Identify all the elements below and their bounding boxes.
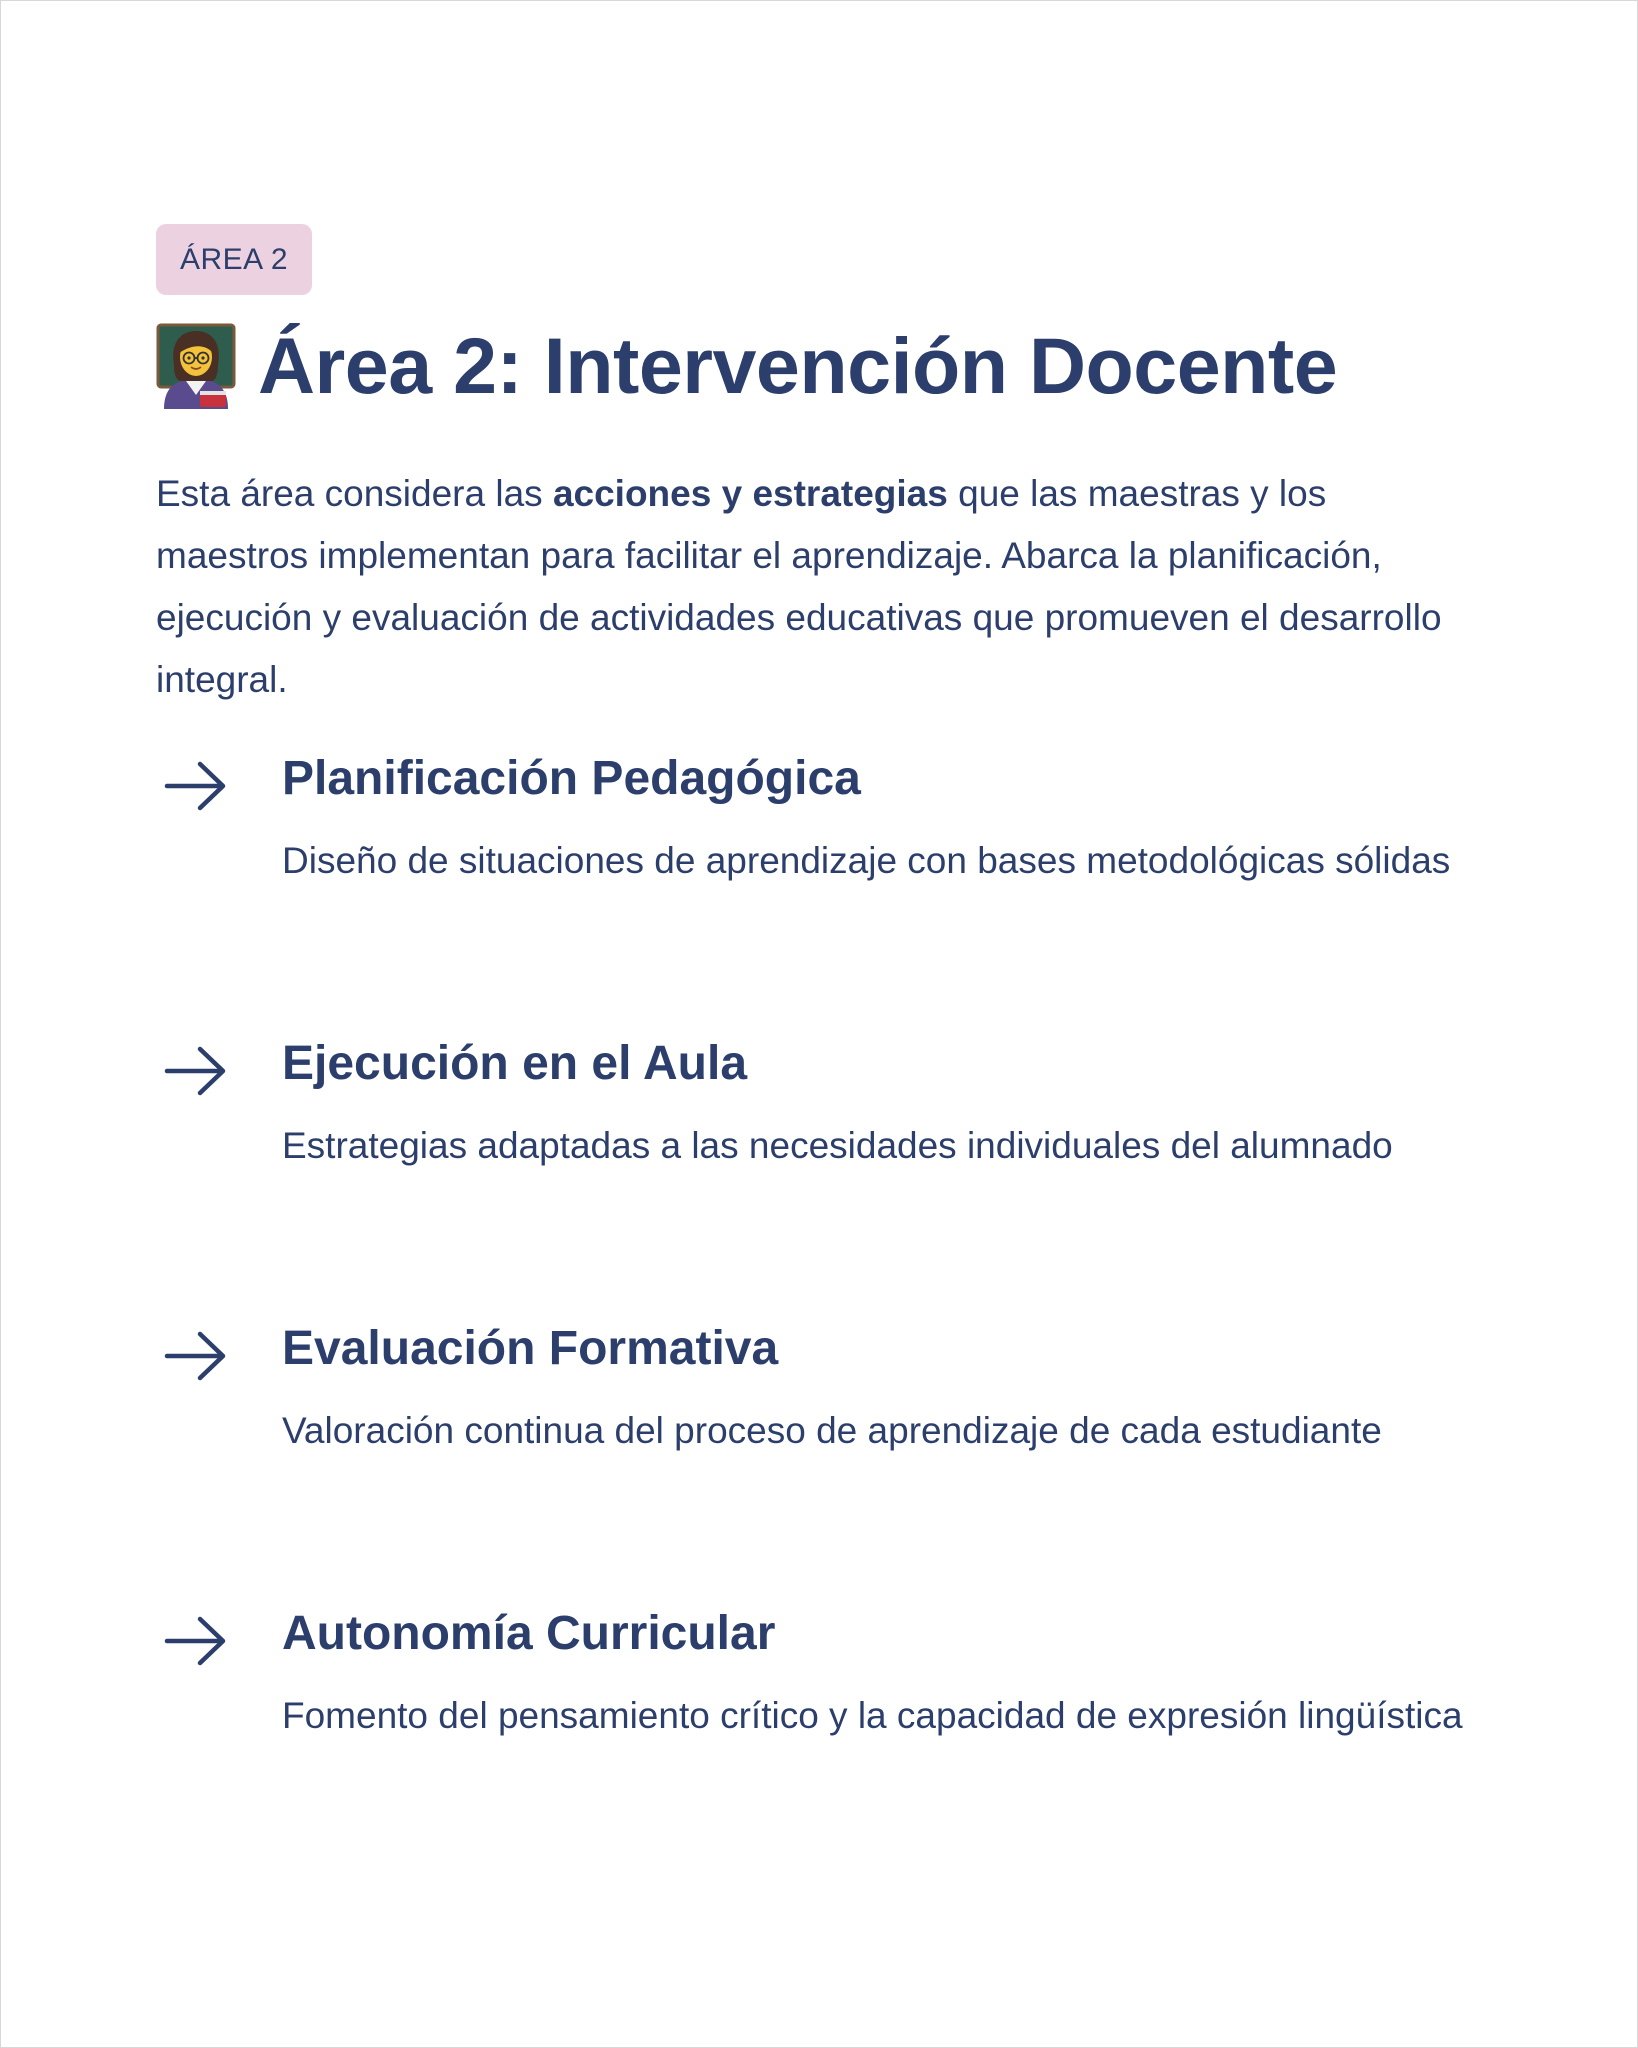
list-item [156,1318,1486,1603]
page-title: Área 2: Intervención Docente [258,320,1338,410]
list-item [156,1033,1486,1318]
intro-text-end: que las maestras y los maestros implementan para facilitar el aprendizaje. Abarca la planificación, ejecución y evaluación de actividades educativas que promueven el desarrollo integral. [156,473,1442,700]
arrow-right-icon [164,1330,228,1382]
item-description: Valoración continua del proceso de aprendizaje de cada estudiante [282,1410,1382,1451]
area-badge: ÁREA 2 [156,224,312,295]
item-description: Estrategias adaptadas a las necesidades individuales del alumnado [282,1125,1393,1166]
intro-paragraph [156,463,1486,711]
item-description: Diseño de situaciones de aprendizaje con bases metodológicas sólidas [282,840,1451,881]
content-area [156,224,1486,1888]
item-title: Ejecución en el Aula [282,1037,748,1090]
list-item [156,748,1486,1033]
woman-teacher-icon [156,321,236,409]
arrow-right-icon [164,1045,228,1097]
item-title: Evaluación Formativa [282,1322,779,1375]
intro-text-start: Esta área considera las [156,473,553,514]
area-items-list [156,748,1486,1888]
title-row [156,315,1486,415]
list-item [156,1603,1486,1888]
item-title: Autonomía Curricular [282,1607,776,1660]
item-description: Fomento del pensamiento crítico y la capacidad de expresión lingüística [282,1695,1463,1736]
intro-text-bold: acciones y estrategias [552,473,948,514]
item-title: Planificación Pedagógica [282,752,861,805]
arrow-right-icon [164,1615,228,1667]
arrow-right-icon [164,760,228,812]
